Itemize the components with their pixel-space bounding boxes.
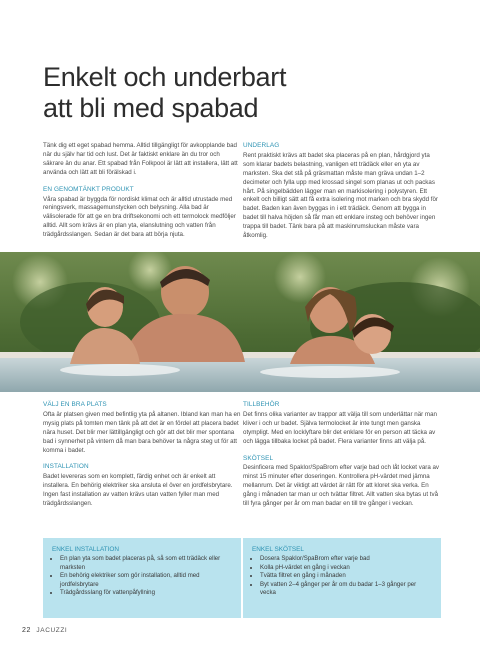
underlag-paragraph: Rent praktiskt krävs att badet ska placeras på en plan, hårdgjord yta som klarar badets belastning, vanligen ett trädäck eller en yta av marksten. Ska det stå på gräsmattan måste man gräva undan 1–2 decimeter och fylla upp med krossad singel som planas ut och packas hårt. På singelbädden lägger man en markisolering i polystyren. Ett enkelt och billigt sätt att få extra isolering mot marken och bra skydd för badet. Baden kan även byggas in i ett trädäck. Genom att bygga in badet till halva höjden så får man ett enklare insteg och behöver ingen trappa till badet. Tänk bara på att maskinrumsluckan måste vara åtkomlig. (243, 151, 438, 240)
enkel-skotsel-box (243, 538, 441, 618)
list-item: • Tvätta filtret en gång i månaden (260, 572, 432, 581)
plats-heading: VÄLJ EN BRA PLATS (43, 401, 107, 408)
family-spa-photo (0, 252, 480, 392)
installation-paragraph: Badet levereras som en komplett, färdig enhet och är enkelt att installera. En behörig elektriker ska ansluta el över en jordfelsbrytare. Ingen fast installation av vatten krävs utan vatten fyller man med trädgårdsslangen. (43, 473, 233, 508)
list-item: • Trädgårdsslang för vattenpåfyllning (60, 589, 232, 598)
tillbehor-paragraph: Det finns olika varianter av trappor att välja till som underlättar när man kliver i och ur badet. Själva termolocket är inte tungt men ganska otympligt. Med en locklyftare blir det enklare för en person att täcka av och lägga tillbaka locket på badet. Flera varianter finns att välja på. (243, 410, 437, 445)
page-title (43, 62, 286, 124)
list-item: • Byt vatten 2–4 gånger per år om du badar 1–3 gånger per vecka (260, 581, 432, 598)
underlag-heading: UNDERLAG (243, 142, 280, 149)
brand-name: JACUZZI (36, 627, 68, 634)
enkel-skotsel-list (252, 555, 432, 598)
plats-paragraph: Ofta är platsen given med befintlig yta på altanen. Ibland kan man ha en mysig plats på tomten men tänk på att det är en fördel att placera badet nära huset. Det blir mer lättillgängligt och gör att det blir mer spontana bad i synnerhet på vintern då man bara behöver ta några steg ut för att komma i badet. (43, 410, 241, 454)
skotsel-heading: SKÖTSEL (243, 454, 274, 462)
list-item: • En plan yta som badet placeras på, så som ett trädäck eller marksten (60, 555, 232, 572)
intro-column (43, 142, 241, 240)
list-item: • En behörig elektriker som gör installation, alltid med jordfelsbrytare (60, 572, 232, 589)
enkel-installation-list (52, 555, 232, 598)
title-line-2: att bli med spabad (43, 93, 259, 123)
underlag-column (243, 142, 441, 241)
plats-column (43, 401, 241, 509)
genomtankt-paragraph: Våra spabad är byggda för nordiskt klimat och är alltid utrustade med reningsverk, massagemunstycken och belysning. Alla bad är välisolerade för att ge en bra driftsekonomi och ett termolock medföljer alltid. Allt som krävs är en plan yta, elanslutning och vatten från trädgårdsslangen. Sedan är det bara att börja njuta. (43, 195, 236, 239)
page-footer (22, 627, 67, 634)
tillbehor-column (243, 401, 441, 509)
intro-paragraph: Tänk dig ett eget spabad hemma. Alltid tillgängligt för avkopplande bad när du själv har tid och lust. Det är faktiskt enklare än du tror och säkrare än du anar. Ett spabad från Folkpool är lätt att installera, lätt att använda och lätt att bli förälskad i. (43, 142, 238, 176)
genomtankt-heading: EN GENOMTÄNKT PRODUKT (43, 185, 134, 193)
skotsel-paragraph: Desinficera med Spaklor/SpaBrom efter varje bad och låt locket vara av minst 15 minuter efter doseringen. Kontrollera pH-värdet med jämna mellanrum. Det är viktigt att värdet är rätt för att kloret ska verka. En gång i månaden tar man ur och tvättar filtret. Allt vatten ska bytas ut två till fyra gånger per år om man badar en till tre gånger i veckan. (243, 464, 440, 508)
list-item: • Dosera Spaklor/SpaBrom efter varje bad (260, 555, 432, 564)
page-number: 22 (22, 627, 31, 634)
title-line-1: Enkelt och underbart (43, 62, 287, 92)
enkel-installation-box (43, 538, 241, 618)
enkel-installation-heading: ENKEL INSTALLATION (52, 546, 120, 553)
list-item: • Kolla pH-värdet en gång i veckan (260, 564, 432, 573)
tillbehor-heading: TILLBEHÖR (243, 401, 280, 408)
installation-heading: INSTALLATION (43, 463, 89, 471)
enkel-skotsel-heading: ENKEL SKÖTSEL (252, 546, 304, 553)
